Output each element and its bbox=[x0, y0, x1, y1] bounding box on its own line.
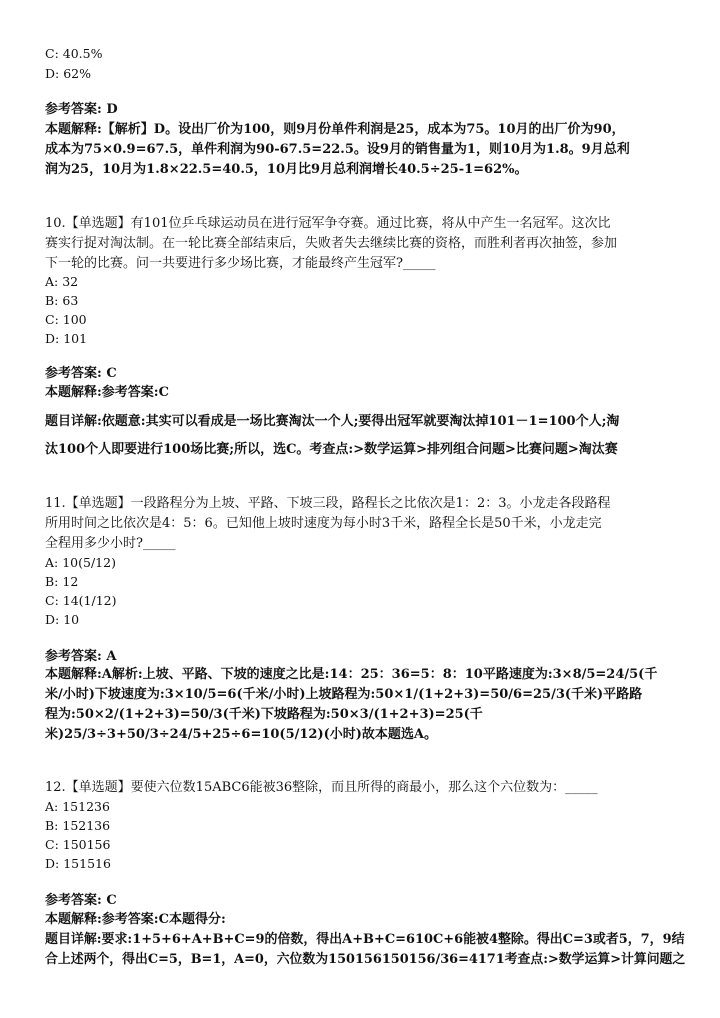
q10-question-line-2: 赛实行捉对淘汰制。在一轮比赛全部结束后，失败者失去继续比赛的资格，而胜利者再次抽签，参加 bbox=[45, 236, 618, 251]
q9-explanation-line-3: 润为25，10月为1.8×22.5=40.5，10月比9月总利润增长40.5÷25-1=62%。 bbox=[45, 162, 528, 177]
q11-question-line-2: 所用时间之比依次是4：5：6。已知他上坡时速度为每小时3千米，路程全长是50千米，小龙走完 bbox=[45, 516, 602, 531]
q10-detail-line-1: 题目详解:依题意:其实可以看成是一场比赛淘汰一个人;要得出冠军就要淘汰掉101－1=100个人;淘 bbox=[45, 414, 620, 429]
q9-option-d: D: 62% bbox=[45, 66, 91, 81]
q11-explanation-line-4: 米)25/3÷3+50/3÷24/5+25÷6=10(5/12)(小时)故本题选A。 bbox=[45, 727, 438, 742]
q12-option-c: C: 150156 bbox=[45, 837, 111, 852]
q11-explanation-line-3: 程为:50×2/(1+2+3)=50/3(千米)下坡路程为:50×3/(1+2+3)=25(千 bbox=[45, 707, 483, 722]
q11-option-c: C: 14(1/12) bbox=[45, 593, 117, 608]
q12-option-b: B: 152136 bbox=[45, 818, 111, 833]
q12-explanation: 本题解释:参考答案:C本题得分: bbox=[45, 912, 226, 927]
q11-explanation-line-1: 本题解释:A解析:上坡、平路、下坡的速度之比是:14：25：36=5：8：10平路速度为:3×8/5=24/5(千 bbox=[45, 667, 658, 682]
q12-detail-line-1: 题目详解:要求:1+5+6+A+B+C=9的倍数，得出A+B+C=610C+6能被4整除。得出C=3或者5，7，9结 bbox=[45, 932, 685, 947]
q10-detail-line-2: 汰100个人即要进行100场比赛;所以，选C。考查点:>数学运算>排列组合问题>比赛问题>淘汰赛 bbox=[45, 442, 618, 457]
q10-option-a: A: 32 bbox=[45, 274, 79, 289]
q11-option-b: B: 12 bbox=[45, 574, 79, 589]
q12-option-d: D: 151516 bbox=[45, 856, 111, 871]
q11-question-line-1: 11.【单选题】一段路程分为上坡、平路、下坡三段，路程长之比依次是1：2：3。小龙走各段路程 bbox=[45, 496, 611, 511]
q11-question-line-3: 全程用多少小时?_____ bbox=[45, 536, 176, 551]
q10-answer: 参考答案: C bbox=[45, 366, 117, 381]
q12-detail-line-2: 合上述两个，得出C=5，B=1，A=0，六位数为150156150156/36=4171考查点:>数学运算>计算问题之 bbox=[45, 952, 686, 967]
q9-option-c: C: 40.5% bbox=[45, 46, 103, 61]
q12-answer: 参考答案: C bbox=[45, 893, 117, 908]
q9-answer: 参考答案: D bbox=[45, 102, 118, 117]
q10-option-b: B: 63 bbox=[45, 293, 79, 308]
q10-question-line-3: 下一轮的比赛。问一共要进行多少场比赛，才能最终产生冠军?_____ bbox=[45, 256, 436, 271]
q10-explanation: 本题解释:参考答案:C bbox=[45, 385, 169, 400]
q9-explanation-line-1: 本题解释:【解析】D。设出厂价为100，则9月份单件利润是25，成本为75。10月的出厂价为90， bbox=[45, 122, 625, 137]
q9-explanation-line-2: 成本为75×0.9=67.5，单件利润为90-67.5=22.5。设9月的销售量为1，则10月为1.8。9月总利 bbox=[45, 142, 630, 157]
q10-question-line-1: 10.【单选题】有101位乒乓球运动员在进行冠军争夺赛。通过比赛，将从中产生一名冠军。这次比 bbox=[45, 216, 611, 231]
q10-option-d: D: 101 bbox=[45, 331, 88, 346]
q12-option-a: A: 151236 bbox=[45, 799, 110, 814]
q11-option-a: A: 10(5/12) bbox=[45, 555, 116, 570]
q11-option-d: D: 10 bbox=[45, 612, 80, 627]
q11-explanation-line-2: 米/小时)下坡速度为:3×10/5=6(千米/小时)上坡路程为:50×1/(1+2+3)=50/6=25/3(千米)平路路 bbox=[45, 687, 643, 702]
q10-option-c: C: 100 bbox=[45, 312, 87, 327]
q12-question: 12.【单选题】要使六位数15ABC6能被36整除，而且所得的商最小，那么这个六位数为：_____ bbox=[45, 780, 598, 795]
q11-answer: 参考答案: A bbox=[45, 649, 117, 664]
